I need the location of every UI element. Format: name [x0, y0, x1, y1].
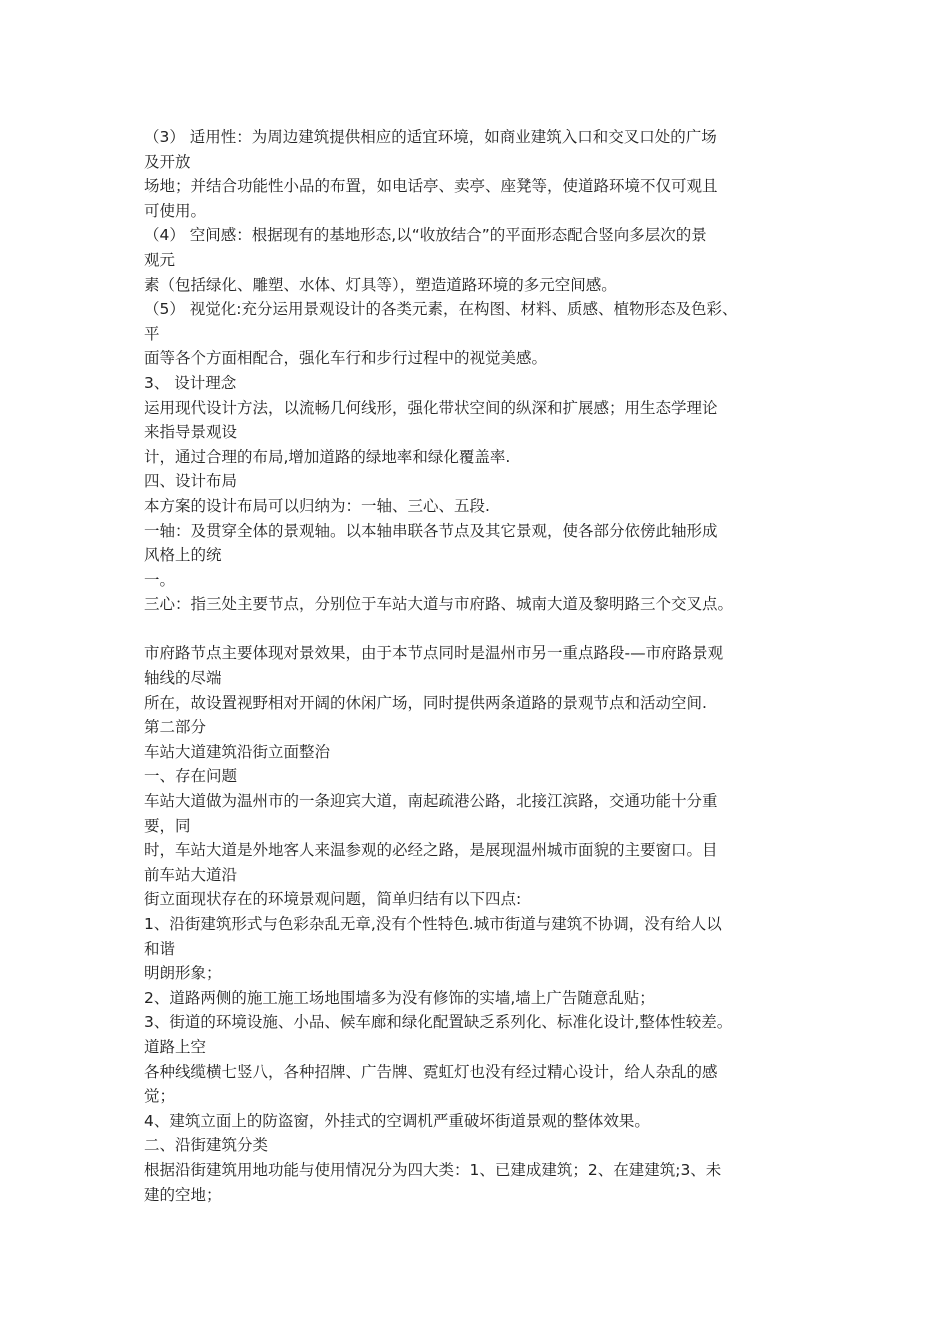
text-line: 一、存在问题 — [144, 767, 238, 786]
text-line: 1、沿街建筑形式与色彩杂乱无章,没有个性特色.城市街道与建筑不协调，没有给人以 — [144, 915, 722, 933]
text-line: 明朗形象； — [144, 964, 222, 983]
text-line: 第二部分 — [144, 718, 207, 737]
text-line: 车站大道做为温州市的一条迎宾大道，南起疏港公路，北接江滨路，交通功能十分重 — [144, 792, 718, 811]
text-line: 街立面现状存在的环境景观问题，简单归结有以下四点: — [144, 890, 522, 909]
text-line: 及开放 — [144, 152, 191, 171]
text-line: 各种线缆横七竖八，各种招牌、广告牌、霓虹灯也没有经过精心设计，给人杂乱的感 — [144, 1062, 718, 1081]
text-line: （5） 视觉化:充分运用景观设计的各类元素，在构图、材料、质感、植物形态及色彩、 — [144, 300, 738, 319]
text-line: （4） 空间感：根据现有的基地形态,以“收放结合”的平面形态配合竖向多层次的景 — [144, 226, 707, 245]
text-line: 觉； — [144, 1087, 176, 1106]
text-line: 3、街道的环境设施、小品、候车廊和绿化配置缺乏系列化、标准化设计,整体性较差。 — [144, 1013, 733, 1032]
text-line: 要，同 — [144, 816, 191, 835]
text-line: 根据沿街建筑用地功能与使用情况分为四大类：1、已建成建筑；2、在建建筑;3、未 — [144, 1160, 722, 1179]
text-line: 轴线的尽端 — [144, 669, 222, 688]
text-line: 一。 — [144, 570, 176, 589]
text-line: 时，车站大道是外地客人来温参观的必经之路，是展现温州城市面貌的主要窗口。目 — [144, 841, 718, 860]
text-line: 一轴：及贯穿全体的景观轴。以本轴串联各节点及其它景观，使各部分依傍此轴形成 — [144, 521, 718, 540]
text-line: 平 — [144, 324, 160, 343]
text-line: 素（包括绿化、雕塑、水体、灯具等），塑造道路环境的多元空间感。 — [144, 275, 617, 294]
text-line: 本方案的设计布局可以归纳为：一轴、三心、五段. — [144, 496, 490, 515]
text-line: 面等各个方面相配合，强化车行和步行过程中的视觉美感。 — [144, 349, 548, 368]
text-line: 和谐 — [144, 939, 176, 958]
text-line: 4、建筑立面上的防盗窗，外挂式的空调机严重破坏街道景观的整体效果。 — [144, 1111, 650, 1130]
blank-line — [144, 617, 824, 642]
text-line: 场地；并结合功能性小品的布置，如电话亭、卖亭、座凳等，使道路环境不仅可观且 — [144, 177, 718, 196]
text-line: 道路上空 — [144, 1037, 207, 1056]
text-line: 计，通过合理的布局,增加道路的绿地率和绿化覆盖率. — [144, 447, 511, 466]
text-line: 3、 设计理念 — [144, 373, 237, 392]
text-line: 来指导景观设 — [144, 423, 238, 442]
text-line: （3） 适用性：为周边建筑提供相应的适宜环境，如商业建筑入口和交叉口处的广场 — [144, 128, 717, 146]
text-line: 风格上的统 — [144, 546, 222, 565]
text-line: 2、道路两侧的施工施工场地围墙多为没有修饰的实墙,墙上广告随意乱贴； — [144, 988, 655, 1007]
text-line: 前车站大道沿 — [144, 865, 238, 884]
text-line: 可使用。 — [144, 201, 207, 220]
text-line: 四、设计布局 — [144, 472, 238, 491]
text-line: 三心：指三处主要节点，分别位于车站大道与市府路、城南大道及黎明路三个交叉点。 — [144, 595, 734, 614]
text-line: 运用现代设计方法，以流畅几何线形，强化带状空间的纵深和扩展感；用生态学理论 — [144, 398, 718, 417]
document-body — [144, 125, 824, 1207]
text-line: 车站大道建筑沿街立面整治 — [144, 742, 331, 761]
text-line: 观元 — [144, 250, 176, 269]
text-line: 所在，故设置视野相对开阔的休闲广场，同时提供两条道路的景观节点和活动空间. — [144, 693, 707, 712]
text-line: 二、沿街建筑分类 — [144, 1136, 269, 1155]
text-line: 建的空地； — [144, 1185, 222, 1204]
text-line: 市府路节点主要体现对景效果，由于本节点同时是温州市另一重点路段-—市府路景观 — [144, 644, 724, 663]
